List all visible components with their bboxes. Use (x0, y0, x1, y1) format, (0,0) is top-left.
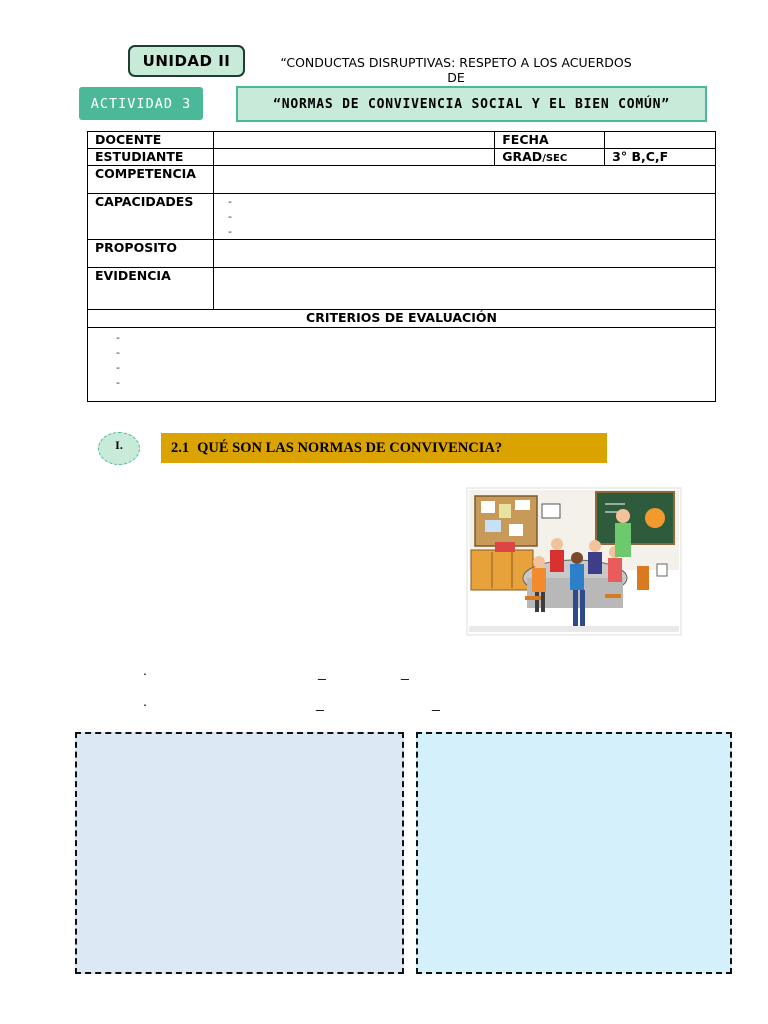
capacidades-field[interactable] (213, 194, 715, 240)
classroom-illustration (465, 486, 683, 637)
grad-sec-label (495, 149, 605, 166)
row-docente (88, 132, 716, 149)
evidencia-label: EVIDENCIA (88, 268, 214, 310)
docente-label: DOCENTE (88, 132, 214, 149)
estudiante-label: ESTUDIANTE (88, 149, 214, 166)
criterios-label: CRITERIOS DE EVALUACIÓN (88, 310, 716, 328)
capacidad-item: - (227, 225, 232, 238)
row-criterios-header (88, 310, 716, 328)
row-capacidades (88, 194, 716, 240)
bullet-dash: _ (401, 664, 409, 680)
section-title: QUÉ SON LAS NORMAS DE CONVIVENCIA? (197, 439, 503, 456)
answer-box-left[interactable] (75, 732, 404, 974)
competencia-field[interactable] (213, 166, 715, 194)
bullet-dash: _ (316, 695, 324, 711)
evidencia-field[interactable] (213, 268, 715, 310)
proposito-label: PROPOSITO (88, 240, 214, 268)
grad-label: GRAD (502, 149, 543, 164)
capacidades-label: CAPACIDADES (88, 194, 214, 240)
section-heading (161, 433, 607, 463)
grado-value: 3° B,C,F (605, 149, 716, 166)
unidad-badge: UNIDAD II (128, 45, 245, 77)
bullet-dot: . (143, 662, 147, 678)
bullet-dot: . (143, 693, 147, 709)
docente-field[interactable] (213, 132, 494, 149)
row-competencia (88, 166, 716, 194)
bullet-dash: _ (432, 695, 440, 711)
section-number: 2.1 (171, 439, 190, 456)
criterio-item: - (116, 346, 120, 359)
row-proposito (88, 240, 716, 268)
criterio-item: - (116, 376, 120, 389)
capacidad-item: - (227, 210, 232, 223)
sec-label: /SEC (542, 153, 568, 164)
row-estudiante (88, 149, 716, 166)
row-criterios (88, 328, 716, 402)
criterios-field[interactable] (88, 328, 716, 402)
section-numeral: I. (98, 432, 140, 465)
answer-box-right[interactable] (416, 732, 732, 974)
fecha-field[interactable] (605, 132, 716, 149)
criterio-item: - (116, 331, 120, 344)
actividad-badge: ACTIVIDAD 3 (79, 87, 203, 120)
unit-title-line-1: “CONDUCTAS DISRUPTIVAS: RESPETO A LOS ACUERDOS DE (280, 55, 632, 85)
info-table (87, 131, 716, 402)
proposito-field[interactable] (213, 240, 715, 268)
competencia-label: COMPETENCIA (88, 166, 214, 194)
criterio-item: - (116, 361, 120, 374)
bullet-dash: _ (318, 664, 326, 680)
row-evidencia (88, 268, 716, 310)
actividad-title: “NORMAS DE CONVIVENCIA SOCIAL Y EL BIEN COMÚN” (236, 86, 707, 122)
capacidad-item: - (227, 195, 232, 208)
estudiante-field[interactable] (213, 149, 494, 166)
fecha-label: FECHA (495, 132, 605, 149)
